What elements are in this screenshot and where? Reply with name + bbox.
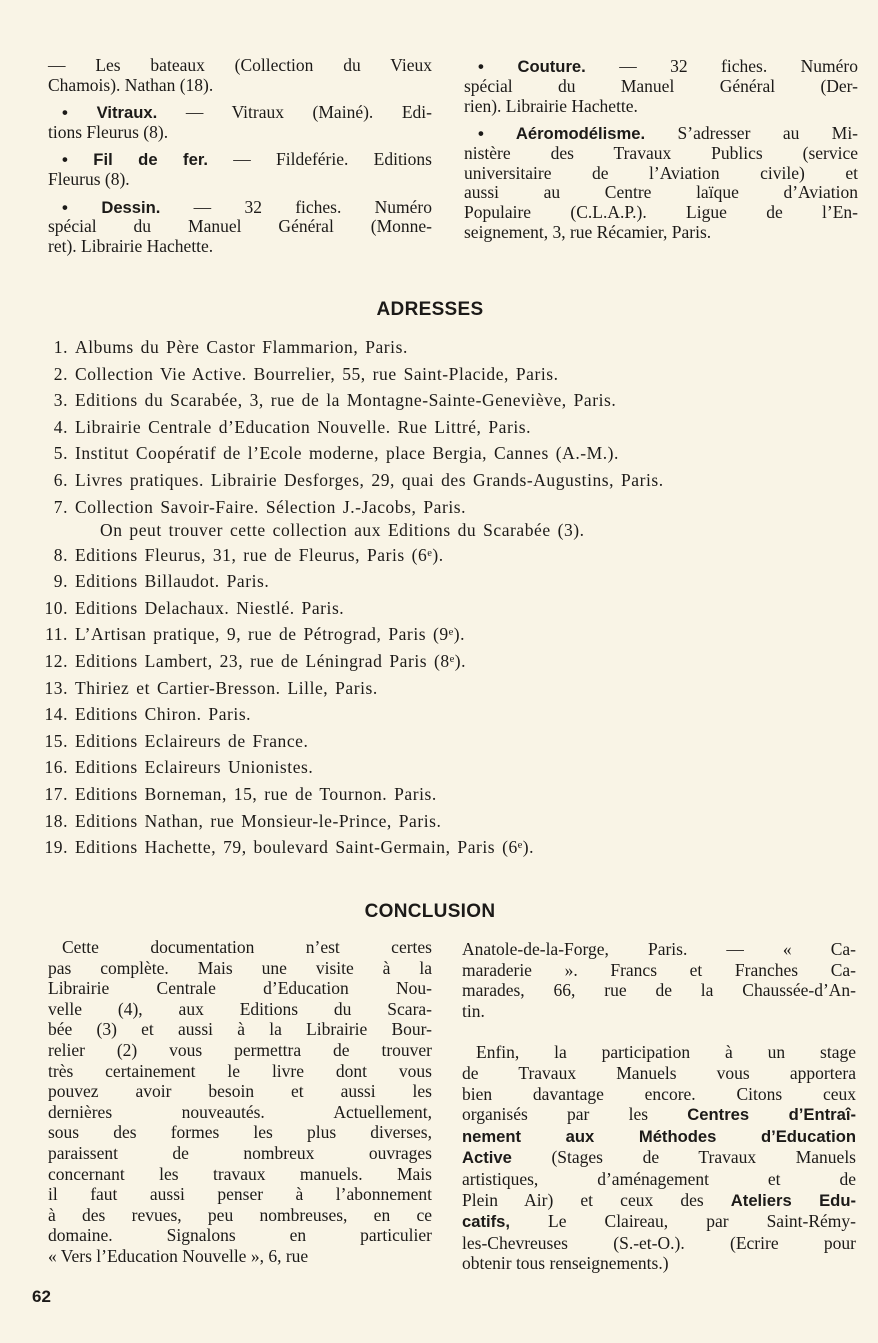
- text-segment: obtenir tous renseignements.): [462, 1253, 669, 1274]
- address-text: L’Artisan pratique, 9, rue de Pétrograd, Paris (9ᵉ).: [75, 624, 466, 645]
- text-line: [48, 56, 432, 76]
- text-segment: — Fildeférie. Editions: [207, 149, 432, 170]
- address-text: Librairie Centrale d’Education Nouvelle. Rue Littré, Paris.: [75, 416, 532, 437]
- text-segment: nistère des Travaux Publics (service: [464, 142, 858, 163]
- text-segment: Anatole-de-la-Forge, Paris. — « Ca-: [462, 939, 856, 959]
- text-segment: bée (3) et aussi à la Librairie Bour-: [48, 1019, 432, 1040]
- paragraph: [464, 124, 858, 243]
- text-line: [464, 223, 858, 243]
- text-line: [462, 1042, 856, 1063]
- addresses-list: [40, 336, 664, 863]
- paragraph: [48, 198, 432, 257]
- text-segment: Populaire (C.L.A.P.). Ligue de l’En-: [464, 202, 858, 223]
- text-segment: universitaire de l’Aviation civile) et: [464, 162, 858, 183]
- text-segment: pouvez avoir besoin et aussi les: [48, 1081, 432, 1102]
- text-line: [462, 1001, 856, 1022]
- text-line: [48, 1102, 432, 1123]
- text-segment: Chamois). Nathan (18).: [48, 74, 214, 95]
- bold-term: • Couture.: [478, 57, 586, 76]
- text-segment: domaine. Signalons en particulier: [48, 1225, 432, 1246]
- text-line: [48, 237, 432, 257]
- text-line: [48, 1184, 432, 1205]
- paragraph: [48, 103, 432, 143]
- text-line: [462, 1104, 856, 1126]
- paragraph: [464, 57, 858, 116]
- text-line: [48, 937, 432, 958]
- bold-term: nement aux Méthodes d’Education: [462, 1126, 856, 1146]
- text-line: [464, 164, 858, 184]
- address-continuation: On peut trouver cette collection aux Editions du Scarabée (3).: [100, 519, 585, 540]
- text-line: [48, 103, 432, 123]
- text-segment: très certainement le livre dont vous: [48, 1060, 432, 1081]
- address-item: [40, 336, 664, 363]
- address-number: 4.: [53, 416, 68, 437]
- address-number: 8.: [53, 544, 68, 565]
- text-segment: ret). Librairie Hachette.: [48, 236, 214, 257]
- text-segment: spécial du Manuel Général (Monne-: [48, 216, 432, 237]
- text-segment: « Vers l’Education Nouvelle », 6, rue: [48, 1245, 309, 1266]
- text-line: [462, 939, 856, 960]
- text-segment: les-Chevreuses (S.-et-O.). (Ecrire pour: [462, 1232, 856, 1253]
- paragraph: [48, 937, 432, 1267]
- address-number: 17.: [44, 783, 68, 804]
- text-segment: rien). Librairie Hachette.: [464, 95, 638, 116]
- text-segment: marades, 66, rue de la Chaussée-d’An-: [462, 980, 856, 1001]
- text-segment: tions Fleurus (8).: [48, 121, 169, 142]
- address-number: 12.: [44, 650, 68, 671]
- text-line: [48, 999, 432, 1020]
- conclusion-heading: CONCLUSION: [364, 901, 496, 922]
- text-line: [462, 1253, 856, 1274]
- text-line: [48, 1040, 432, 1061]
- bold-term: Centres d’Entraî-: [687, 1105, 856, 1125]
- text-line: [464, 203, 858, 223]
- text-line: [464, 144, 858, 164]
- text-line: [464, 57, 858, 77]
- text-segment: pas complète. Mais une visite à la: [48, 957, 432, 978]
- address-item: [40, 836, 664, 863]
- text-segment: paraissent de nombreux ouvrages: [48, 1142, 432, 1163]
- text-segment: organisés par les: [462, 1104, 688, 1125]
- text-segment: — Vitraux (Mainé). Edi-: [157, 102, 432, 123]
- page-number: 62: [32, 1287, 51, 1306]
- text-segment: maraderie ». Francs et Franches Ca-: [462, 959, 856, 980]
- address-text: Editions Fleurus, 31, rue de Fleurus, Paris (6ᵉ).: [75, 544, 444, 565]
- text-segment: relier (2) vous permettra de trouver: [48, 1039, 432, 1060]
- text-line: [462, 1147, 856, 1169]
- text-line: [462, 1233, 856, 1254]
- address-item: [40, 416, 664, 443]
- address-item: [40, 677, 664, 704]
- address-text: Editions Borneman, 15, rue de Tournon. Paris.: [75, 783, 437, 804]
- text-segment: sous des formes les plus diverses,: [48, 1122, 432, 1143]
- text-segment: — 32 fiches. Numéro: [160, 196, 432, 217]
- text-segment: Plein Air) et ceux des: [462, 1189, 731, 1210]
- text-line: [462, 1190, 856, 1212]
- address-text: Editions Lambert, 23, rue de Léningrad Paris (8ᵉ).: [75, 650, 467, 671]
- address-item: [40, 703, 664, 730]
- text-line: [464, 97, 858, 117]
- address-item: [40, 650, 664, 677]
- text-line: [48, 217, 432, 237]
- address-number: 3.: [53, 390, 68, 411]
- address-number: 5.: [53, 443, 68, 464]
- text-line: [48, 1143, 432, 1164]
- text-segment: bien davantage encore. Citons ceux: [462, 1083, 856, 1104]
- address-number: 6.: [53, 469, 68, 490]
- text-line: [48, 1122, 432, 1143]
- address-text: Editions Hachette, 79, boulevard Saint-Germain, Paris (6ᵉ).: [75, 837, 535, 858]
- top-left-column: [48, 56, 432, 265]
- text-line: [48, 1246, 432, 1267]
- text-segment: Enfin, la participation à un stage: [476, 1042, 856, 1063]
- paragraph: [462, 939, 856, 1021]
- bold-term: • Aéromodélisme.: [478, 123, 646, 143]
- text-line: [464, 183, 858, 203]
- address-text: Editions du Scarabée, 3, rue de la Montagne-Sainte-Geneviève, Paris.: [75, 390, 617, 411]
- top-right-column: [464, 57, 858, 250]
- paragraph: [48, 150, 432, 190]
- address-number: 2.: [53, 363, 68, 384]
- text-line: [48, 1081, 432, 1102]
- text-line: [48, 198, 432, 218]
- text-segment: Fleurus (8).: [48, 169, 130, 190]
- address-text: Collection Savoir-Faire. Sélection J.-Jacobs, Paris.: [75, 496, 467, 517]
- paragraph: [462, 1042, 856, 1274]
- address-item: [40, 623, 664, 650]
- text-line: [462, 1063, 856, 1084]
- text-segment: Cette documentation n’est certes: [62, 937, 432, 957]
- address-text: Editions Eclaireurs de France.: [75, 730, 309, 751]
- text-line: [462, 960, 856, 981]
- address-item: [40, 363, 664, 390]
- address-number: 15.: [44, 730, 68, 751]
- text-line: [48, 123, 432, 143]
- address-item: [40, 730, 664, 757]
- text-segment: velle (4), aux Editions du Scara-: [48, 998, 432, 1019]
- text-segment: tin.: [462, 1000, 485, 1021]
- text-segment: il faut aussi penser à l’abonnement: [48, 1184, 432, 1205]
- address-number: 19.: [44, 837, 68, 858]
- address-text: Editions Chiron. Paris.: [75, 704, 252, 725]
- address-item: [40, 496, 664, 544]
- address-text: Editions Delachaux. Niestlé. Paris.: [75, 597, 345, 618]
- text-segment: aussi au Centre laïque d’Aviation: [464, 182, 858, 203]
- addresses-heading: ADRESSES: [376, 299, 484, 320]
- bold-term: Active: [462, 1148, 512, 1168]
- text-segment: — 32 fiches. Numéro: [585, 56, 858, 76]
- address-number: 16.: [44, 757, 68, 778]
- bold-term: Ateliers Edu-: [730, 1190, 856, 1210]
- text-line: [48, 958, 432, 979]
- address-number: 18.: [44, 810, 68, 831]
- text-segment: — Les bateaux (Collection du Vieux: [48, 55, 432, 75]
- text-segment: à des revues, peu nombreuses, en ce: [48, 1204, 432, 1225]
- text-segment: dernières nouveautés. Actuellement,: [48, 1101, 432, 1122]
- address-text: Editions Billaudot. Paris.: [75, 571, 270, 592]
- bold-term: catifs,: [462, 1212, 511, 1232]
- text-line: [464, 124, 858, 144]
- address-text: Thiriez et Cartier-Bresson. Lille, Paris.: [75, 677, 378, 698]
- address-item: [40, 570, 664, 597]
- text-line: [48, 1225, 432, 1246]
- text-segment: spécial du Manuel Général (Der-: [464, 75, 858, 96]
- text-segment: S’adresser au Mi-: [645, 122, 859, 143]
- conclusion-left-column: [48, 937, 432, 1267]
- address-item: [40, 442, 664, 469]
- address-item: [40, 783, 664, 810]
- text-line: [48, 1164, 432, 1185]
- text-segment: Librairie Centrale d’Education Nou-: [48, 978, 432, 999]
- text-line: [48, 1205, 432, 1226]
- address-item: [40, 597, 664, 624]
- address-number: 13.: [44, 677, 68, 698]
- text-line: [462, 1169, 856, 1190]
- text-line: [48, 150, 432, 170]
- text-segment: (Stages de Travaux Manuels: [511, 1147, 856, 1168]
- address-number: 10.: [44, 597, 68, 618]
- text-line: [464, 77, 858, 97]
- address-number: 11.: [45, 624, 68, 645]
- text-line: [462, 1126, 856, 1148]
- address-number: 14.: [44, 704, 68, 725]
- text-segment: seignement, 3, rue Récamier, Paris.: [464, 221, 712, 242]
- conclusion-right-column: [462, 939, 856, 1274]
- address-text: Collection Vie Active. Bourrelier, 55, rue Saint-Placide, Paris.: [75, 363, 559, 384]
- text-line: [462, 980, 856, 1001]
- text-line: [48, 170, 432, 190]
- address-item: [40, 756, 664, 783]
- bold-term: • Dessin.: [62, 197, 161, 217]
- text-line: [462, 1084, 856, 1105]
- address-item: [40, 469, 664, 496]
- address-number: 9.: [53, 571, 68, 592]
- bold-term: • Vitraux.: [62, 103, 158, 123]
- address-number: 7.: [53, 496, 68, 517]
- address-text: Editions Nathan, rue Monsieur-le-Prince, Paris.: [75, 810, 442, 831]
- text-line: [462, 1211, 856, 1233]
- address-text: Editions Eclaireurs Unionistes.: [75, 757, 314, 778]
- text-line: [48, 978, 432, 999]
- address-number: 1.: [53, 337, 68, 357]
- text-line: [48, 1061, 432, 1082]
- address-item: [40, 389, 664, 416]
- address-text: Albums du Père Castor Flammarion, Paris.: [75, 337, 408, 357]
- text-segment: de Travaux Manuels vous apportera: [462, 1062, 856, 1083]
- text-segment: concernant les travaux manuels. Mais: [48, 1163, 432, 1184]
- text-line: [48, 76, 432, 96]
- address-text: Livres pratiques. Librairie Desforges, 29, quai des Grands-Augustins, Paris.: [75, 469, 664, 490]
- bold-term: • Fil de fer.: [62, 150, 208, 170]
- paragraph: [48, 56, 432, 96]
- address-text: Institut Coopératif de l’Ecole moderne, place Bergia, Cannes (A.-M.).: [75, 443, 619, 464]
- text-segment: artistiques, d’aménagement et de: [462, 1168, 856, 1189]
- address-item: [40, 544, 664, 571]
- address-item: [40, 810, 664, 837]
- text-segment: Le Claireau, par Saint-Rémy-: [510, 1211, 856, 1232]
- text-line: [48, 1019, 432, 1040]
